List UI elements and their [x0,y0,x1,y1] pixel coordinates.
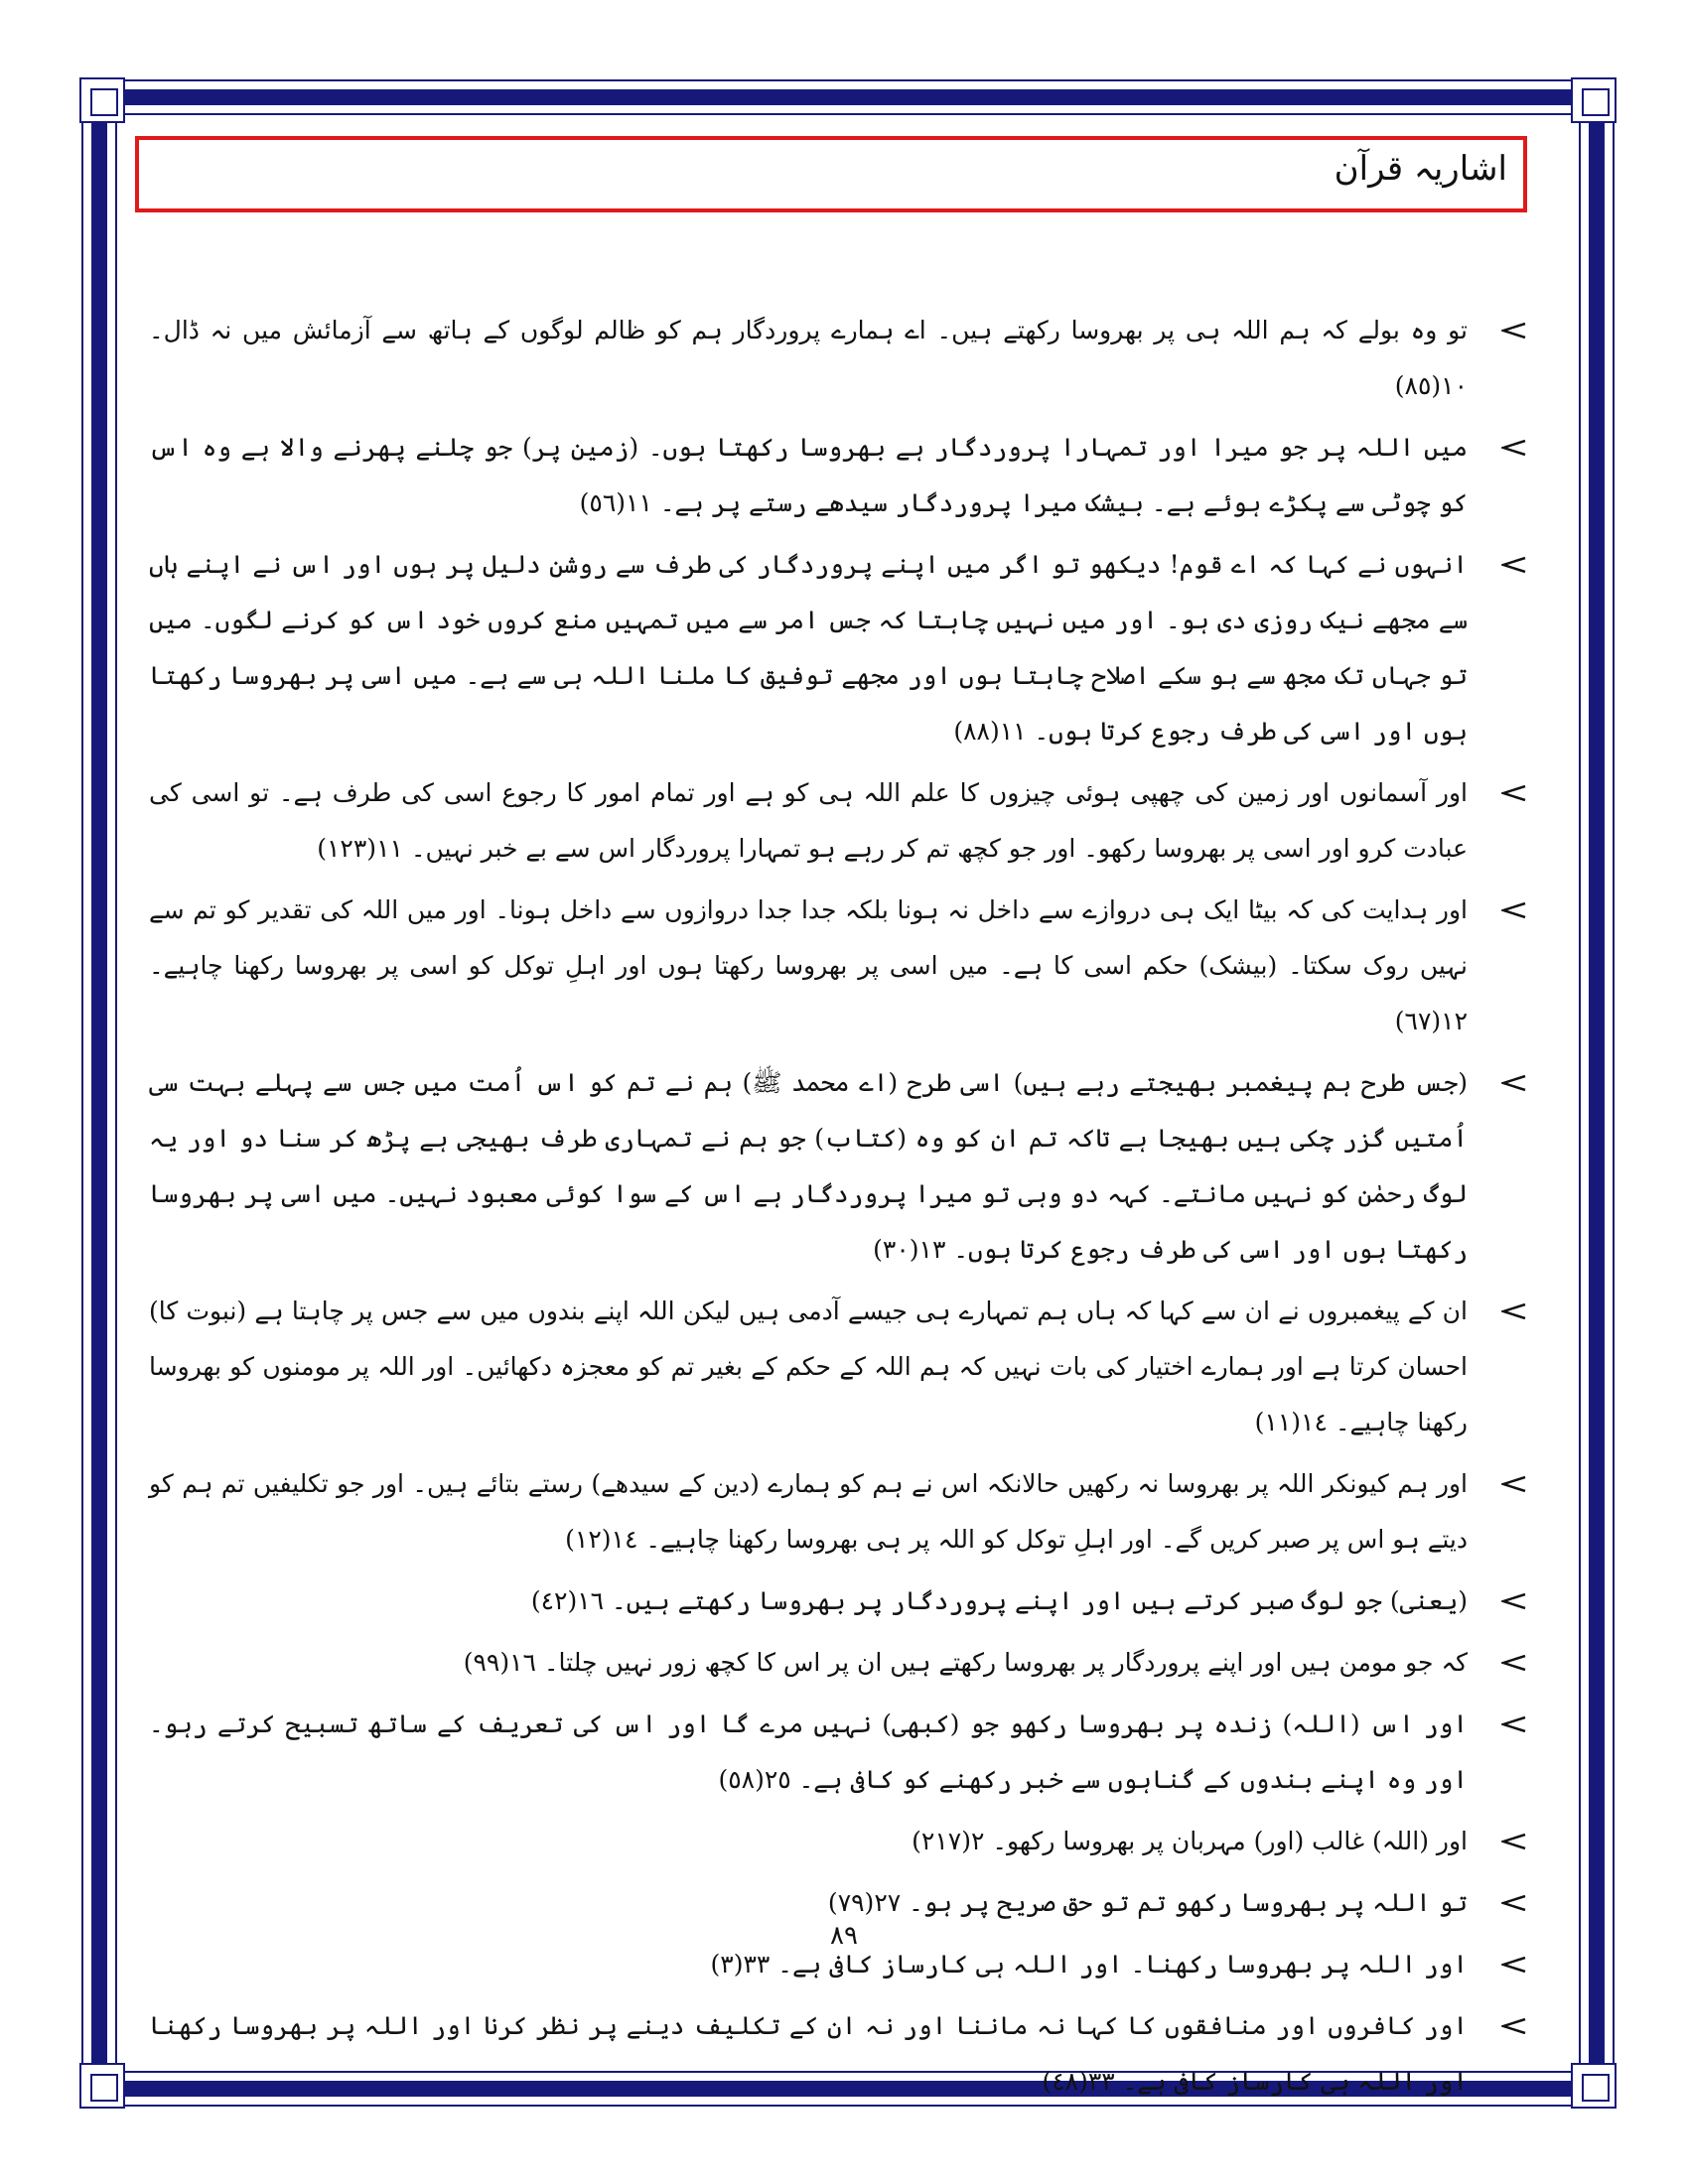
arrow-bullet-icon [1493,765,1527,821]
entry-text: (یعنی) جو لوگ صبر کرتے ہیں اور اپنے پروردگار پر بھروسا رکھتے ہیں۔ ١٦(٤٢) [530,1586,1468,1615]
arrow-bullet-icon [1493,1635,1527,1691]
list-item [149,1998,1533,2110]
list-item [149,883,1533,1049]
entry-text: (جس طرح ہم پیغمبر بھیجتے رہے ہیں) اسی طرح (اے محمد ﷺ) ہم نے تم کو اس اُمت میں جس سے پہلے بہت سی اُمتیں گزر چکی ہیں بھیجا ہے تاکہ تم ان کو وہ (کتاب) جو ہم نے تمہاری طرف بھیجی ہے پڑھ کر سنا دو اور یہ لوگ رحمٰن کو نہیں مانتے۔ کہہ دو وہی تو میرا پروردگار ہے اس کے سوا کوئی معبود نہیں۔ میں اسی پر بھروسا رکھتا ہوں اور اسی کی طرف رجوع کرتا ہوں۔ ١٣(٣٠) [149,1068,1468,1264]
arrow-bullet-icon [1493,537,1527,593]
list-item [149,1055,1533,1278]
entry-text: تو اللہ پر بھروسا رکھو تم تو حق صریح پر ہو۔ ٢٧(٧٩) [827,1888,1468,1917]
frame-corner-ornament [79,2063,125,2109]
entry-text: اور آسمانوں اور زمین کی چھپی ہوئی چیزوں کا علم اللہ ہی کو ہے اور تمام امور کا رجوع اسی کی طرف ہے۔ تو اسی کی عبادت کرو اور اسی پر بھروسا رکھو۔ اور جو کچھ تم کر رہے ہو تمہارا پروردگار اس سے بے خبر نہیں۔ ١١(١٢٣) [149,778,1468,863]
entry-text: اور اللہ پر بھروسا رکھنا۔ اور اللہ ہی کارساز کافی ہے۔ ٣٣(٣) [710,1950,1468,1979]
arrow-bullet-icon [1493,883,1527,938]
entry-text: تو وہ بولے کہ ہم اللہ ہی پر بھروسا رکھتے ہیں۔ اے ہمارے پروردگار ہم کو ظالم لوگوں کے ہاتھ سے آزمائش میں نہ ڈال۔ ١٠(٨٥) [149,316,1468,400]
list-item [149,1456,1533,1568]
entry-text: میں اللہ پر جو میرا اور تمہارا پروردگار ہے بھروسا رکھتا ہوں۔ (زمین پر) جو چلنے پھرنے والا ہے وہ اس کو چوٹی سے پکڑے ہوئے ہے۔ بیشک میرا پروردگار سیدھے رستے پر ہے۔ ١١(٥٦) [149,433,1468,517]
entry-text: انہوں نے کہا کہ اے قوم! دیکھو تو اگر میں اپنے پروردگار کی طرف سے روشن دلیل پر ہوں اور اس نے اپنے ہاں سے مجھے نیک روزی دی ہو۔ اور میں نہیں چاہتا کہ جس امر سے میں تمہیں منع کروں خود اس کو کرنے لگوں۔ میں تو جہاں تک مجھ سے ہو سکے اصلاح چاہتا ہوں اور مجھے توفیق کا ملنا اللہ ہی سے ہے۔ میں اسی پر بھروسا رکھتا ہوں اور اسی کی طرف رجوع کرتا ہوں۔ ١١(٨٨) [149,550,1468,746]
entry-text: اور اس (اللہ) زندہ پر بھروسا رکھو جو (کبھی) نہیں مرے گا اور اس کی تعریف کے ساتھ تسبیح کرتے رہو۔ اور وہ اپنے بندوں کے گناہوں سے خبر رکھنے کو کافی ہے۔ ٢٥(٥٨) [149,1709,1468,1794]
list-item [149,1697,1533,1808]
list-item [149,537,1533,759]
arrow-bullet-icon [1493,1055,1527,1111]
entry-list [149,303,1533,2116]
arrow-bullet-icon [1493,1998,1527,2054]
entry-text: اور کافروں اور منافقوں کا کہا نہ ماننا اور نہ ان کے تکلیف دینے پر نظر کرنا اور اللہ پر بھروسا رکھنا اور اللہ ہی کارساز کافی ہے۔ ٣٣(٤٨) [149,2011,1468,2096]
arrow-bullet-icon [1493,1697,1527,1752]
arrow-bullet-icon [1493,420,1527,476]
list-item [149,1635,1533,1691]
list-item [149,1814,1533,1869]
entry-text: اور (اللہ) غالب (اور) مہربان پر بھروسا رکھو۔ ٢(٢١٧) [912,1827,1468,1855]
arrow-bullet-icon [1493,1814,1527,1869]
entry-text: اور ہدایت کی کہ بیٹا ایک ہی دروازے سے داخل نہ ہونا بلکہ جدا جدا دروازوں سے داخل ہونا۔ اور میں اللہ کی تقدیر کو تم سے نہیں روک سکتا۔ (بیشک) حکم اسی کا ہے۔ میں اسی پر بھروسا رکھتا ہوں اور اہلِ توکل کو اسی پر بھروسا رکھنا چاہیے۔ ١٢(٦٧) [149,895,1468,1035]
list-item [149,303,1533,414]
arrow-bullet-icon [1493,1456,1527,1512]
arrow-bullet-icon [1493,303,1527,358]
list-item [149,765,1533,877]
frame-corner-ornament [1571,2063,1617,2109]
list-item [149,1573,1533,1629]
arrow-bullet-icon [1493,1573,1527,1629]
entry-text: اور ہم کیونکر اللہ پر بھروسا نہ رکھیں حالانکہ اس نے ہم کو ہمارے (دین کے سیدھے) رستے بتائے ہیں۔ اور جو تکلیفیں تم ہم کو دیتے ہو اس پر صبر کریں گے۔ اور اہلِ توکل کو اللہ پر ہی بھروسا رکھنا چاہیے۔ ١٤(١٢) [149,1469,1468,1554]
list-item [149,1284,1533,1450]
entry-text: ان کے پیغمبروں نے ان سے کہا کہ ہاں ہم تمہارے ہی جیسے آدمی ہیں لیکن اللہ اپنے بندوں میں سے جس پر چاہتا ہے (نبوت کا) احسان کرتا ہے اور ہمارے اختیار کی بات نہیں کہ ہم اللہ کے حکم کے بغیر تم کو معجزہ دکھائیں۔ اور اللہ پر مومنوں کو بھروسا رکھنا چاہیے۔ ١٤(١١) [149,1297,1468,1436]
page-title: اشاریہ قرآن [1334,149,1507,189]
entry-text: کہ جو مومن ہیں اور اپنے پروردگار پر بھروسا رکھتے ہیں ان پر اس کا کچھ زور نہیں چلتا۔ ١٦(٩٩) [463,1648,1468,1677]
header-box [135,136,1527,212]
frame-corner-ornament [79,77,125,123]
list-item [149,420,1533,531]
page-number: ٨٩ [830,1921,858,1951]
arrow-bullet-icon [1493,1284,1527,1339]
frame-corner-ornament [1571,77,1617,123]
